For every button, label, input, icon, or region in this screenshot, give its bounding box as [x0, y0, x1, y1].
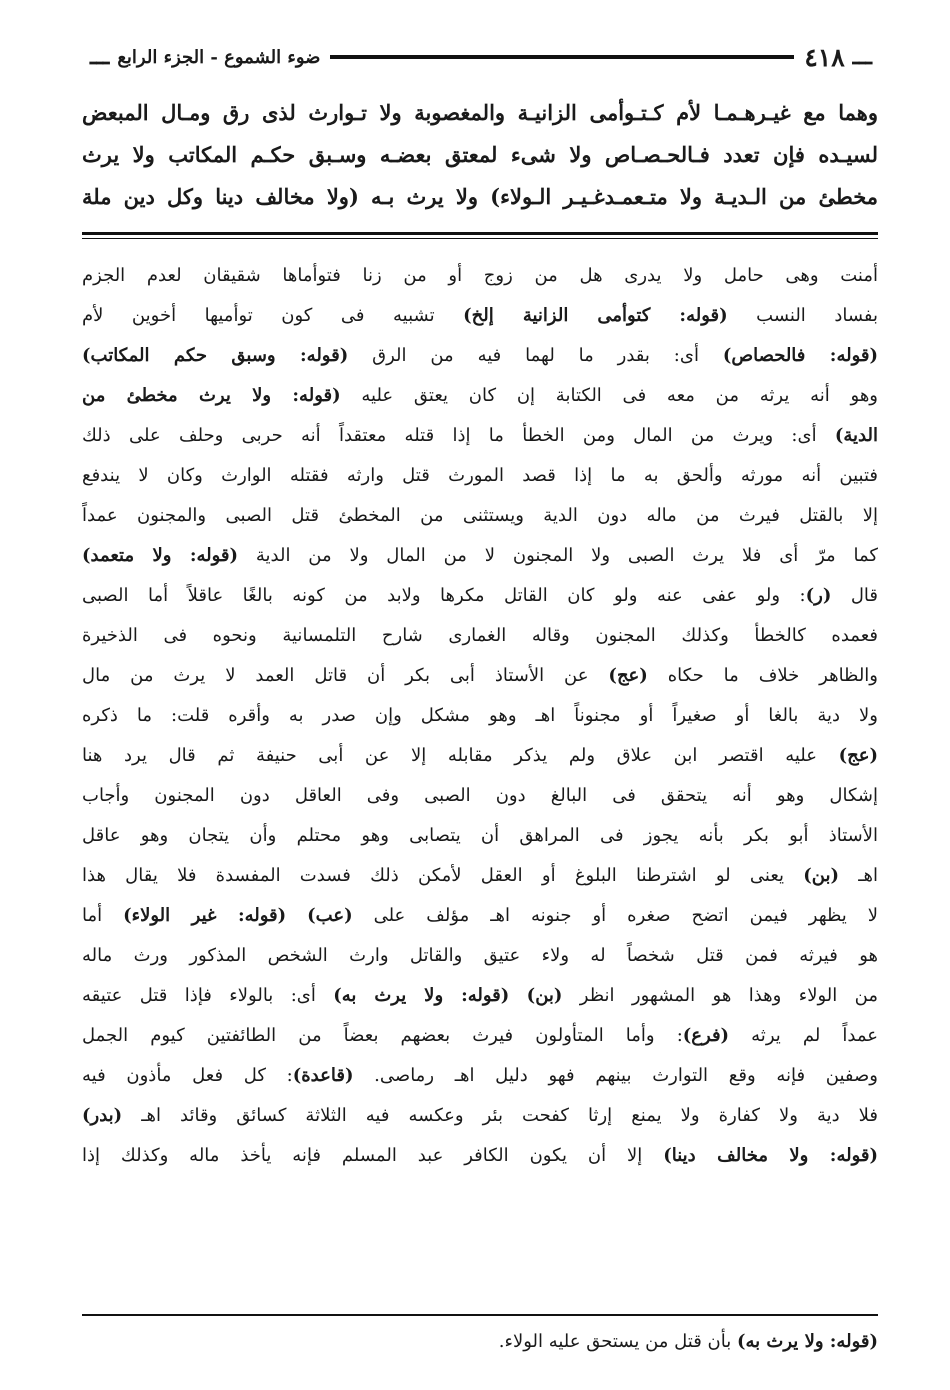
footnote: [82, 1322, 878, 1362]
commentary-line: [82, 416, 878, 456]
quote-marker: (قوله: غير الولاء): [123, 905, 287, 926]
commentary-line: [82, 576, 878, 616]
commentary-line: [82, 336, 878, 376]
commentary-line: [82, 976, 878, 1016]
commentary-segment: عن الأستاذ أبى بكر أن قاتل العمد لا يرث من مال: [82, 665, 609, 686]
commentary-segment: عمداً لم يرثه: [729, 1025, 878, 1046]
commentary-segment: من الولاء وهذا هو المشهور انظر: [562, 985, 878, 1006]
commentary-segment: فتبين أنه مورثه وألحق به ما إذا قصد المورث قتل وارثه فقتله الوارث وكان لا يندفع: [82, 465, 878, 486]
header-rule: [330, 55, 794, 59]
quote-marker: (عج): [838, 745, 878, 766]
commentary-segment: لا يظهر فيمن اتضح صغره أو جنونه اهـ مؤلف على: [352, 905, 878, 926]
quote-marker: (عج): [608, 665, 648, 686]
quote-marker: (قوله: كتوأمى الزانية إلخ): [463, 305, 728, 326]
commentary-line: [82, 616, 878, 656]
quote-marker: (فرع): [682, 1025, 730, 1046]
commentary-segment: إلا بالقتل فيرث من ماله دون الدية ويستثنى من المخطئ قتل الصبى والمجنون عمداً: [82, 505, 878, 526]
running-header: [82, 40, 880, 74]
quote-marker: (بدر): [82, 1105, 123, 1126]
commentary-segment: إشكال وهو أنه يتحقق فى البالغ دون الصبى وفى العاقل دون المجنون وأجاب: [82, 785, 878, 806]
commentary-line: [82, 816, 878, 856]
quote-marker: (قوله: فالحصاص): [722, 345, 878, 366]
commentary-text: [82, 256, 878, 1176]
commentary-segment: : وأما المتأولون فيرث بعضهم بعضاً من الطائفتين كيوم الجمل: [82, 1025, 683, 1046]
commentary-line: [82, 456, 878, 496]
commentary-segment: أى: بالولاء فإذا قتل عتيقه: [82, 985, 334, 1006]
footnote-rule: [82, 1314, 878, 1316]
commentary-segment: أما: [82, 905, 124, 926]
commentary-segment: قال: [831, 585, 878, 606]
page-number: ٤١٨: [804, 42, 845, 72]
main-text-line: لسيـده فإن تعدد فـالحـصـاص ولا شىء لمعتق بعضـه وسـبق حكـم المكاتب ولا يرث: [82, 142, 878, 167]
commentary-segment: : كل فعل مأذون فيه: [82, 1065, 293, 1086]
commentary-segment: فعمده كالخطأ وكذلك المجنون وقاله الغمارى شارح التلمسانية ونحوه فى الذخيرة: [82, 625, 878, 646]
commentary-segment: فلا دية ولا كفارة ولا يمنع إرثا كفحت بئر وعكسه فيه الثلاثة كسائق وقائد اهـ: [122, 1105, 878, 1126]
main-text: [82, 92, 878, 218]
commentary-line: [82, 936, 878, 976]
commentary-line: [82, 296, 878, 336]
commentary-segment: [286, 905, 307, 926]
commentary-line: [82, 736, 878, 776]
header-trail-dash: ـــ: [90, 44, 110, 70]
commentary-line: [82, 496, 878, 536]
commentary-segment: أمنت وهى حامل ولا يدرى هل من زوج أو من زنا فتوأماها شقيقان لعدم الجزم: [82, 265, 878, 286]
commentary-segment: اهـ: [839, 865, 878, 886]
commentary-segment: هو فيرثه فمن قتل شخصاً له ولاء عتيق والقاتل وارث الشخص المذكور ورث ماله: [82, 945, 878, 966]
commentary-segment: إلا أن يكون الكافر عبد المسلم فإنه يأخذ ماله وكذلك إذا: [82, 1145, 664, 1166]
quote-marker: (بن): [803, 865, 839, 886]
footnote-label: (قوله: ولا يرث به): [736, 1331, 878, 1352]
commentary-segment: أى: ويرث من المال ومن الخطأ ما إذا قتله معتقداً أنه حربى وحلف على ذلك: [82, 425, 835, 446]
book-title: ضوء الشموع - الجزء الرابع: [117, 46, 321, 68]
commentary-line: [82, 376, 878, 416]
commentary-segment: [509, 985, 526, 1006]
main-text-line: مخطئ من الـديـة ولا متـعمـدغـيـر الـولاء) ولا يرث بـه (ولا مخالف دينا وكل دين ملة: [82, 184, 878, 209]
quote-marker: (ر): [805, 585, 832, 606]
commentary-line: [82, 1056, 878, 1096]
commentary-segment: الأستاذ أبو بكر بأنه يجوز فى المراهق أن يتصابى وهو محتلم وأن يتجان وهو عاقل: [82, 825, 878, 846]
commentary-segment: وهو أنه يرثه من معه فى الكتابة إن كان يعتق عليه: [340, 385, 878, 406]
separator-rule-thin: [82, 238, 878, 239]
commentary-line: [82, 696, 878, 736]
quote-marker: (قاعدة): [292, 1065, 354, 1086]
quote-marker: الدية): [834, 425, 878, 446]
commentary-line: [82, 256, 878, 296]
separator-rule: [82, 232, 878, 235]
quote-marker: (عب): [307, 905, 353, 926]
commentary-line: [82, 656, 878, 696]
commentary-segment: ولا دية بالغا أو صغيراً أو مجنوناً اهـ وهو مشكل وإن صدر به وأقره قلت: ما ذكره: [82, 705, 878, 726]
commentary-segment: كما مرّ أى فلا يرث الصبى ولا المجنون لا من المال ولا من الدية: [238, 545, 878, 566]
commentary-line: [82, 1136, 878, 1176]
commentary-line: [82, 1096, 878, 1136]
commentary-segment: تشبيه فى كون توأميها أخوين لأم: [82, 305, 464, 326]
commentary-line: [82, 536, 878, 576]
commentary-line: [82, 896, 878, 936]
quote-marker: (قوله: وسبق حكم المكاتب): [82, 345, 349, 366]
footnote-text: بأن قتل من يستحق عليه الولاء.: [498, 1331, 737, 1352]
quote-marker: (قوله: ولا مخالف دينا): [663, 1145, 878, 1166]
header-dash: ـــ: [852, 44, 872, 70]
commentary-segment: : ولو عفى عنه ولو كان القاتل مكرها ولابد من كونه بالغًا عاقلاً أما الصبى: [82, 585, 806, 606]
commentary-line: [82, 856, 878, 896]
commentary-segment: بفساد النسب: [727, 305, 878, 326]
quote-marker: (قوله: ولا متعمد): [82, 545, 239, 566]
main-text-line: وهما مع غيـرهـمـا لأم كـتـوأمى الزانيـة والمغصوبة ولا تـوارث لذى رق ومـال المبعض: [82, 100, 878, 125]
quote-marker: (قوله: ولا يرث به): [333, 985, 510, 1006]
commentary-segment: أى: بقدر ما لهما فيه من الرق: [348, 345, 723, 366]
commentary-line: [82, 776, 878, 816]
quote-marker: (قوله: ولا يرث مخطئ من: [82, 385, 341, 406]
commentary-segment: يعنى لو اشترطنا البلوغ أو العقل لأمكن ذلك فسدت المفسدة فلا يقال هذا: [82, 865, 804, 886]
commentary-segment: عليه اقتصر ابن علاق ولم يذكر مقابله إلا عن أبى حنيفة ثم قال يرد هنا: [82, 745, 839, 766]
commentary-segment: وصفين فإنه وقع التوارث بينهم فهو دليل اهـ رماصى.: [353, 1065, 878, 1086]
commentary-segment: والظاهر خلاف ما حكاه: [647, 665, 878, 686]
commentary-line: [82, 1016, 878, 1056]
quote-marker: (بن): [526, 985, 563, 1006]
